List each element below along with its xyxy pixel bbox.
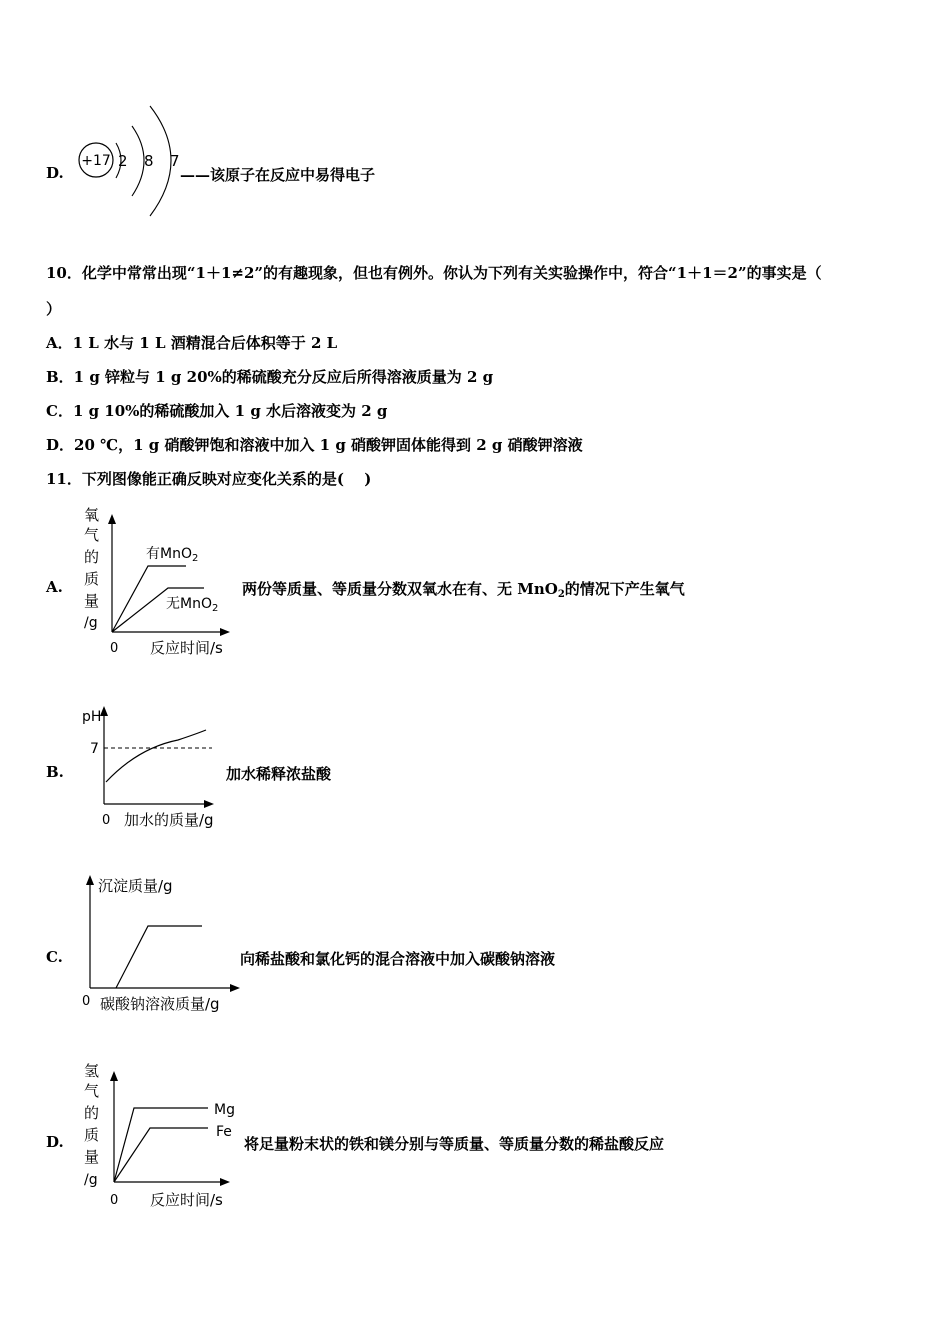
- q10-stem-line1: 10．化学中常常出现“1＋1≠2”的有趣现象，但也有例外。你认为下列有关实验操作中，符合“1＋1＝2”的事实是（: [46, 264, 822, 282]
- q9-option-d-letter: D.: [46, 164, 64, 182]
- graph-a-ylabel-1: 氧: [84, 506, 100, 524]
- graph-d-origin: 0: [110, 1193, 119, 1208]
- graph-b: [78, 696, 238, 836]
- q10-option-c: C．1 g 10%的稀硫酸加入 1 g 水后溶液变为 2 g: [46, 402, 388, 420]
- q11-option-a-desc: 两份等质量、等质量分数双氧水在有、无 MnO$_2$的情况下产生氧气: [242, 580, 685, 600]
- graph-c-xlabel: 碳酸钠溶液质量/g: [100, 995, 220, 1013]
- graph-d-ylabel-1: 氢: [84, 1062, 100, 1080]
- atom-structure-diagram: [74, 98, 184, 224]
- graph-d-ylabel-2: 气: [84, 1082, 100, 1100]
- graph-d: [78, 1058, 240, 1216]
- graph-d-xlabel: 反应时间/s: [150, 1191, 223, 1209]
- graph-b-ytick-7: 7: [90, 741, 99, 757]
- graph-d-label-fe: Fe: [216, 1124, 232, 1140]
- graph-a-ylabel-6: /g: [84, 615, 98, 631]
- graph-a-ylabel-3: 的: [84, 548, 100, 566]
- shell-electrons-1: 2: [118, 152, 128, 170]
- q11-option-b-letter: B.: [46, 763, 64, 781]
- shell-electrons-3: 7: [170, 152, 180, 170]
- graph-c-line: [116, 926, 202, 988]
- graph-b-curve: [106, 730, 206, 782]
- graph-b-origin: 0: [102, 813, 111, 828]
- graph-c: [78, 870, 248, 1020]
- q11-option-d-desc: 将足量粉末状的铁和镁分别与等质量、等质量分数的稀盐酸反应: [244, 1135, 665, 1153]
- q9-option-d-text: ——该原子在反应中易得电子: [180, 166, 376, 184]
- graph-d-ylabel-3: 的: [84, 1104, 100, 1122]
- graph-c-ylabel: 沉淀质量/g: [98, 877, 173, 895]
- q11-option-a-letter: A.: [46, 578, 63, 596]
- graph-b-x-arrow: [204, 800, 214, 808]
- graph-a-y-arrow: [108, 514, 116, 524]
- shell-electrons-2: 8: [144, 152, 154, 170]
- q11-stem: 11．下列图像能正确反映对应变化关系的是( ): [46, 470, 372, 488]
- q11-option-c-desc: 向稀盐酸和氯化钙的混合溶液中加入碳酸钠溶液: [240, 950, 556, 968]
- graph-c-origin: 0: [82, 994, 91, 1009]
- graph-a-x-arrow: [220, 628, 230, 636]
- q10-option-b: B．1 g 锌粒与 1 g 20%的稀硫酸充分反应后所得溶液质量为 2 g: [46, 368, 494, 386]
- graph-a-ylabel-5: 量: [84, 592, 100, 610]
- q11-option-d-letter: D.: [46, 1133, 64, 1151]
- graph-a-ylabel-4: 质: [84, 570, 100, 588]
- graph-d-ylabel-5: 量: [84, 1148, 100, 1166]
- graph-d-ylabel-6: /g: [84, 1172, 98, 1188]
- q10-option-a: A．1 L 水与 1 L 酒精混合后体积等于 2 L: [46, 334, 338, 352]
- graph-d-x-arrow: [220, 1178, 230, 1186]
- q11-option-c-letter: C.: [46, 948, 63, 966]
- nucleus-charge: +17: [81, 153, 111, 169]
- graph-d-line-fe: [114, 1128, 208, 1182]
- graph-a-ylabel-2: 气: [84, 526, 100, 544]
- graph-d-line-mg: [114, 1108, 208, 1182]
- shell-arc-2: [132, 126, 144, 196]
- graph-a-xlabel: 反应时间/s: [150, 639, 223, 657]
- graph-b-xlabel: 加水的质量/g: [124, 811, 214, 829]
- graph-a-label-without: 无MnO$_2$: [166, 596, 219, 614]
- graph-b-ylabel: pH: [82, 709, 102, 725]
- graph-c-x-arrow: [230, 984, 240, 992]
- graph-a-origin: 0: [110, 641, 119, 656]
- graph-d-y-arrow: [110, 1071, 118, 1081]
- q10-option-d: D．20 ℃，1 g 硝酸钾饱和溶液中加入 1 g 硝酸钾固体能得到 2 g 硝酸钾溶液: [46, 436, 583, 454]
- q10-stem-line2: ）: [46, 300, 62, 318]
- graph-a-label-with: 有MnO$_2$: [146, 546, 199, 564]
- graph-d-ylabel-4: 质: [84, 1126, 100, 1144]
- graph-a: [78, 500, 238, 665]
- q11-option-b-desc: 加水稀释浓盐酸: [226, 765, 332, 783]
- graph-c-y-arrow: [86, 875, 94, 885]
- graph-d-label-mg: Mg: [214, 1102, 235, 1118]
